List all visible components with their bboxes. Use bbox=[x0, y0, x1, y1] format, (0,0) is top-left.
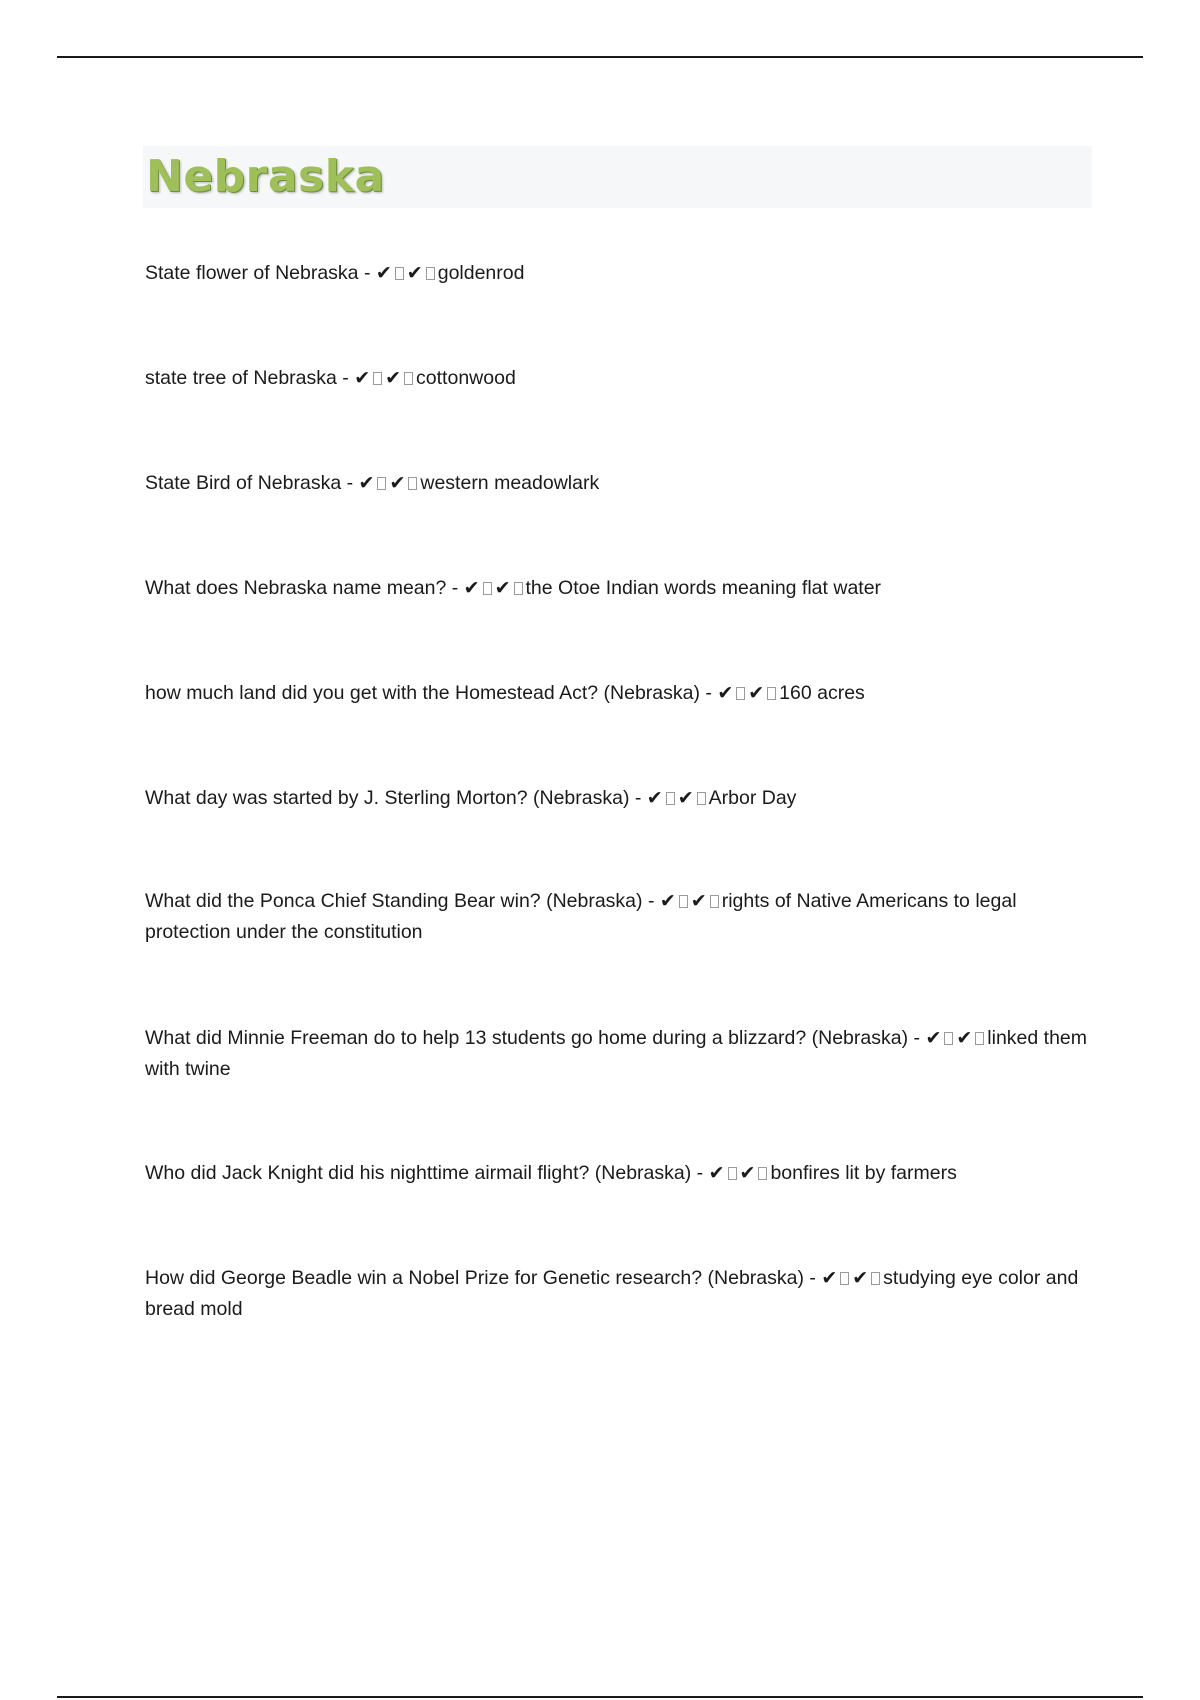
separator: - bbox=[913, 1027, 921, 1049]
question-text: What does Nebraska name mean? bbox=[145, 577, 447, 599]
separator: - bbox=[363, 262, 371, 284]
qa-item bbox=[145, 1263, 1095, 1325]
top-rule bbox=[57, 56, 1143, 58]
box-icon bbox=[697, 792, 706, 805]
check-icon: ✔ bbox=[852, 1267, 869, 1289]
question-text: how much land did you get with the Homestead Act? (Nebraska) bbox=[145, 682, 700, 704]
check-icon: ✔ bbox=[358, 472, 375, 494]
box-icon bbox=[840, 1272, 849, 1285]
question-text: Who did Jack Knight did his nighttime airmail flight? (Nebraska) bbox=[145, 1162, 692, 1184]
check-icon: ✔ bbox=[659, 890, 676, 912]
check-icon: ✔ bbox=[821, 1267, 838, 1289]
separator: - bbox=[634, 787, 642, 809]
check-icon: ✔ bbox=[677, 787, 694, 809]
box-icon bbox=[666, 792, 675, 805]
question-text: State flower of Nebraska bbox=[145, 262, 359, 284]
answer-text: the Otoe Indian words meaning flat water bbox=[525, 577, 882, 599]
answer-text: bonfires lit by farmers bbox=[770, 1162, 957, 1184]
check-icon: ✔ bbox=[494, 577, 511, 599]
bottom-rule bbox=[57, 1696, 1143, 1698]
separator: - bbox=[809, 1267, 816, 1289]
check-icon: ✔ bbox=[690, 890, 707, 912]
box-icon bbox=[679, 895, 688, 908]
check-icon: ✔ bbox=[385, 367, 402, 389]
question-text: How did George Beadle win a Nobel Prize for Genetic research? (Nebraska) bbox=[145, 1267, 804, 1289]
answer-text: studying eye color and bread mold bbox=[145, 1267, 1079, 1320]
box-icon bbox=[758, 1167, 767, 1180]
answer-text: rights of Native Americans to legal protection under the constitution bbox=[145, 890, 1017, 943]
check-icon: ✔ bbox=[406, 262, 423, 284]
box-icon bbox=[767, 687, 776, 700]
check-icon: ✔ bbox=[748, 682, 765, 704]
box-icon bbox=[736, 687, 745, 700]
box-icon bbox=[871, 1272, 880, 1285]
box-icon bbox=[514, 582, 523, 595]
title-band bbox=[143, 146, 1092, 208]
check-icon: ✔ bbox=[925, 1027, 942, 1049]
answer-text: 160 acres bbox=[779, 682, 865, 704]
check-icon: ✔ bbox=[463, 577, 480, 599]
box-icon bbox=[395, 267, 404, 280]
box-icon bbox=[483, 582, 492, 595]
check-icon: ✔ bbox=[739, 1162, 756, 1184]
qa-item bbox=[145, 363, 1095, 394]
answer-text: Arbor Day bbox=[708, 787, 797, 809]
question-text: state tree of Nebraska bbox=[145, 367, 337, 389]
qa-item bbox=[145, 678, 1095, 709]
question-text: What day was started by J. Sterling Morton? (Nebraska) bbox=[145, 787, 630, 809]
page-title: Nebraska bbox=[146, 151, 385, 202]
separator: - bbox=[696, 1162, 704, 1184]
box-icon bbox=[377, 477, 386, 490]
separator: - bbox=[451, 577, 459, 599]
qa-item bbox=[145, 468, 1095, 499]
question-text: State Bird of Nebraska bbox=[145, 472, 342, 494]
qa-item bbox=[145, 783, 1095, 814]
qa-item bbox=[145, 573, 1095, 604]
answer-text: linked them with twine bbox=[145, 1027, 1087, 1080]
answer-text: goldenrod bbox=[437, 262, 525, 284]
box-icon bbox=[404, 372, 413, 385]
separator: - bbox=[705, 682, 712, 704]
check-icon: ✔ bbox=[717, 682, 734, 704]
check-icon: ✔ bbox=[956, 1027, 973, 1049]
box-icon bbox=[944, 1032, 953, 1045]
box-icon bbox=[710, 895, 719, 908]
qa-item bbox=[145, 1023, 1095, 1085]
question-text: What did the Ponca Chief Standing Bear win? (Nebraska) bbox=[145, 890, 643, 912]
check-icon: ✔ bbox=[389, 472, 406, 494]
box-icon bbox=[975, 1032, 984, 1045]
answer-text: western meadowlark bbox=[420, 472, 600, 494]
box-icon bbox=[373, 372, 382, 385]
check-icon: ✔ bbox=[708, 1162, 725, 1184]
question-text: What did Minnie Freeman do to help 13 students go home during a blizzard? (Nebraska) bbox=[145, 1027, 909, 1049]
check-icon: ✔ bbox=[354, 367, 371, 389]
separator: - bbox=[647, 890, 655, 912]
box-icon bbox=[408, 477, 417, 490]
separator: - bbox=[346, 472, 354, 494]
qa-item bbox=[145, 1158, 1095, 1189]
separator: - bbox=[342, 367, 349, 389]
check-icon: ✔ bbox=[375, 262, 392, 284]
box-icon bbox=[728, 1167, 737, 1180]
qa-item bbox=[145, 258, 1095, 289]
answer-text: cottonwood bbox=[416, 367, 516, 389]
qa-item bbox=[145, 886, 1095, 948]
box-icon bbox=[426, 267, 435, 280]
check-icon: ✔ bbox=[646, 787, 663, 809]
